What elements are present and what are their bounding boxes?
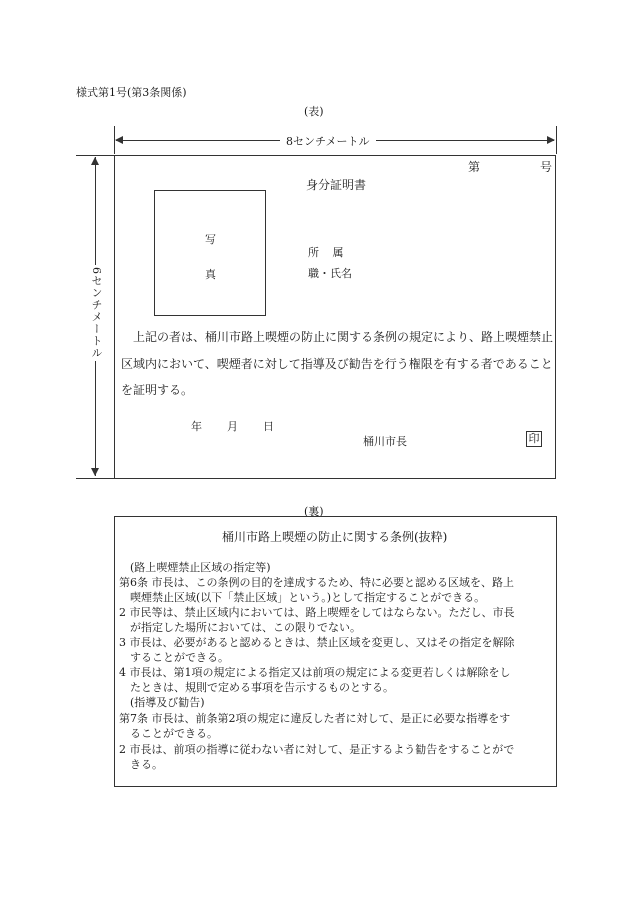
date-year-label: 年: [191, 420, 202, 433]
arrow-right-icon: [547, 136, 555, 144]
card-title: 身分証明書: [306, 178, 367, 192]
arrow-down-icon: [91, 468, 99, 476]
article-line: 喫煙禁止区域(以下「禁止区域」という。)として指定することができる。: [130, 591, 486, 604]
card-number-prefix: 第: [468, 160, 481, 174]
section-heading: (路上喫煙禁止区域の指定等): [130, 561, 271, 574]
article-line: が指定した場所においては、この限りでない。: [130, 621, 361, 634]
certification-line: を証明する。: [121, 383, 194, 397]
article-line: 3 市長は、必要があると認めるときは、禁止区域を変更し、又はその指定を解除: [119, 636, 515, 649]
date-day-label: 日: [263, 420, 274, 433]
position-name-label: 職・氏名: [308, 267, 352, 280]
article-line: することができる。: [130, 651, 229, 664]
article-line: 第6条 市長は、この条例の目的を達成するため、特に必要と認める区域を、路上: [119, 576, 515, 589]
article-line: 2 市民等は、禁止区域内においては、路上喫煙をしてはならない。ただし、市長: [119, 606, 515, 619]
height-extension-top: [76, 155, 114, 156]
section-heading: (指導及び勧告): [130, 696, 205, 709]
affiliation-label: 所 属: [308, 246, 344, 259]
article-line: ることができる。: [130, 727, 218, 740]
photo-box: [154, 190, 266, 316]
article-line: 第7条 市長は、前条第2項の規定に違反した者に対して、是正に必要な指導をす: [119, 712, 511, 725]
arrow-up-icon: [91, 157, 99, 165]
issuer-label: 桶川市長: [363, 435, 407, 448]
article-line: 4 市長は、第1項の規定による指定又は前項の規定による変更若しくは解除をし: [119, 666, 511, 679]
card-number-suffix: 号: [540, 160, 553, 174]
certification-line: 区域内において、喫煙者に対して指導及び勧告を行う権限を有する者であること: [121, 356, 553, 371]
article-line: たときは、規則で定める事項を告示するものとする。: [130, 681, 394, 694]
height-label: 6センチメートル: [90, 267, 103, 359]
height-extension-bottom: [76, 478, 114, 479]
date-month-label: 月: [227, 420, 238, 433]
photo-label-2: 真: [205, 268, 216, 281]
back-side-label: (裏): [304, 505, 324, 518]
width-extension-right: [556, 126, 557, 154]
article-line: 2 市長は、前項の指導に従わない者に対して、是正するよう勧告をすることがで: [119, 743, 515, 756]
seal-stamp: 印: [526, 431, 542, 447]
photo-label-1: 写: [205, 233, 216, 246]
article-line: きる。: [130, 758, 163, 771]
form-number-header: 様式第1号(第3条関係): [76, 86, 187, 99]
front-side-label: (表): [304, 105, 324, 118]
back-title: 桶川市路上喫煙の防止に関する条例(抜粋): [222, 530, 448, 544]
certification-text: [121, 324, 553, 404]
arrow-left-icon: [115, 136, 123, 144]
width-label: 8センチメートル: [280, 133, 376, 149]
certification-line: 上記の者は、桶川市路上喫煙の防止に関する条例の規定により、路上喫煙禁止: [133, 330, 554, 344]
